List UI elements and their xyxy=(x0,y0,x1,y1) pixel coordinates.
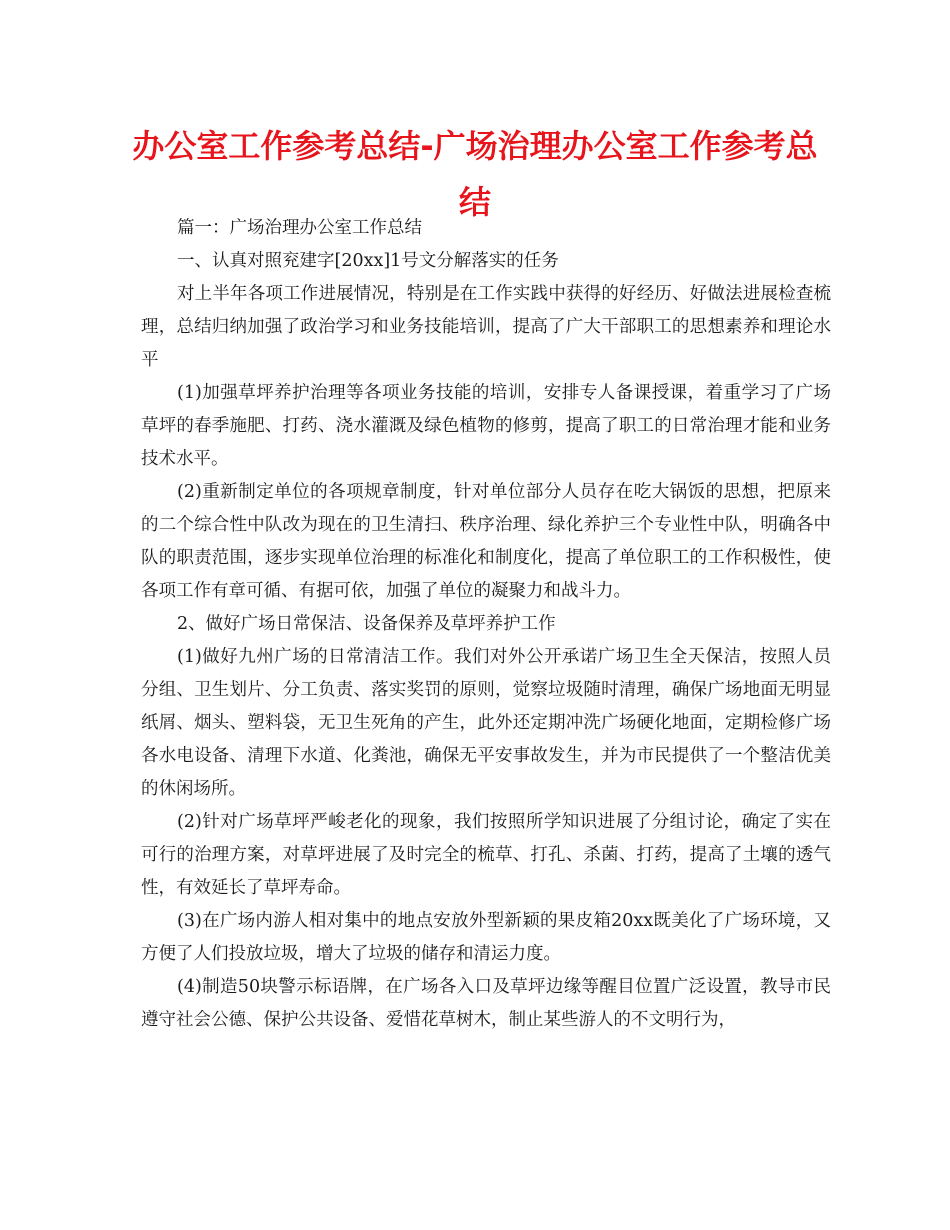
paragraph: (1)做好九州广场的日常清洁工作。我们对外公开承诺广场卫生全天保洁，按照人员分组、卫生划片、分工负责、落实奖罚的原则，觉察垃圾随时清理，确保广场地面无明显纸屑、烟头、塑料袋，无卫生死角的产生，此外还定期冲洗广场硬化地面，定期检修广场各水电设备、清理下水道、化粪池，确保无平安事故发生，并为市民提供了一个整洁优美的休闲场所。 xyxy=(141,647,831,799)
paragraph: (2)针对广场草坪严峻老化的现象，我们按照所学知识进展了分组讨论，确定了实在可行的治理方案，对草坪进展了及时完全的梳草、打孔、杀菌、打药，提高了土壤的透气性，有效延长了草坪寿命。 xyxy=(141,812,831,898)
paragraph: (1)加强草坪养护治理等各项业务技能的培训，安排专人备课授课，着重学习了广场草坪的春季施肥、打药、浇水灌溉及绿色植物的修剪，提高了职工的日常治理才能和业务技术水平。 xyxy=(141,383,831,469)
paragraph: (4)制造50块警示标语牌，在广场各入口及草坪边缘等醒目位置广泛设置，教导市民遵守社会公德、保护公共设备、爱惜花草树木，制止某些游人的不文明行为， xyxy=(141,977,831,1030)
paragraph: (3)在广场内游人相对集中的地点安放外型新颖的果皮箱20xx既美化了广场环境，又方便了人们投放垃圾，增大了垃圾的储存和清运力度。 xyxy=(141,911,831,964)
section-heading: 篇一：广场治理办公室工作总结 xyxy=(177,218,422,238)
paragraph: (2)重新制定单位的各项规章制度，针对单位部分人员存在吃大锅饭的思想，把原来的二个综合性中队改为现在的卫生清扫、秩序治理、绿化养护三个专业性中队，明确各中队的职责范围，逐步实现单位治理的标准化和制度化，提高了单位职工的工作积极性，使各项工作有章可循、有据可依，加强了单位的凝聚力和战斗力。 xyxy=(141,482,831,601)
paragraph: 对上半年各项工作进展情况，特别是在工作实践中获得的好经历、好做法进展检查梳理，总结归纳加强了政治学习和业务技能培训，提高了广大干部职工的思想素养和理论水平 xyxy=(141,284,831,370)
subsection-heading: 一、认真对照兖建字[20xx]1号文分解落实的任务 xyxy=(177,251,559,271)
document-title: 办公室工作参考总结-广场治理办公室工作参考总结 xyxy=(132,127,818,221)
subsection-heading: 2、做好广场日常保洁、设备保养及草坪养护工作 xyxy=(177,614,556,634)
document-body xyxy=(141,212,831,1037)
